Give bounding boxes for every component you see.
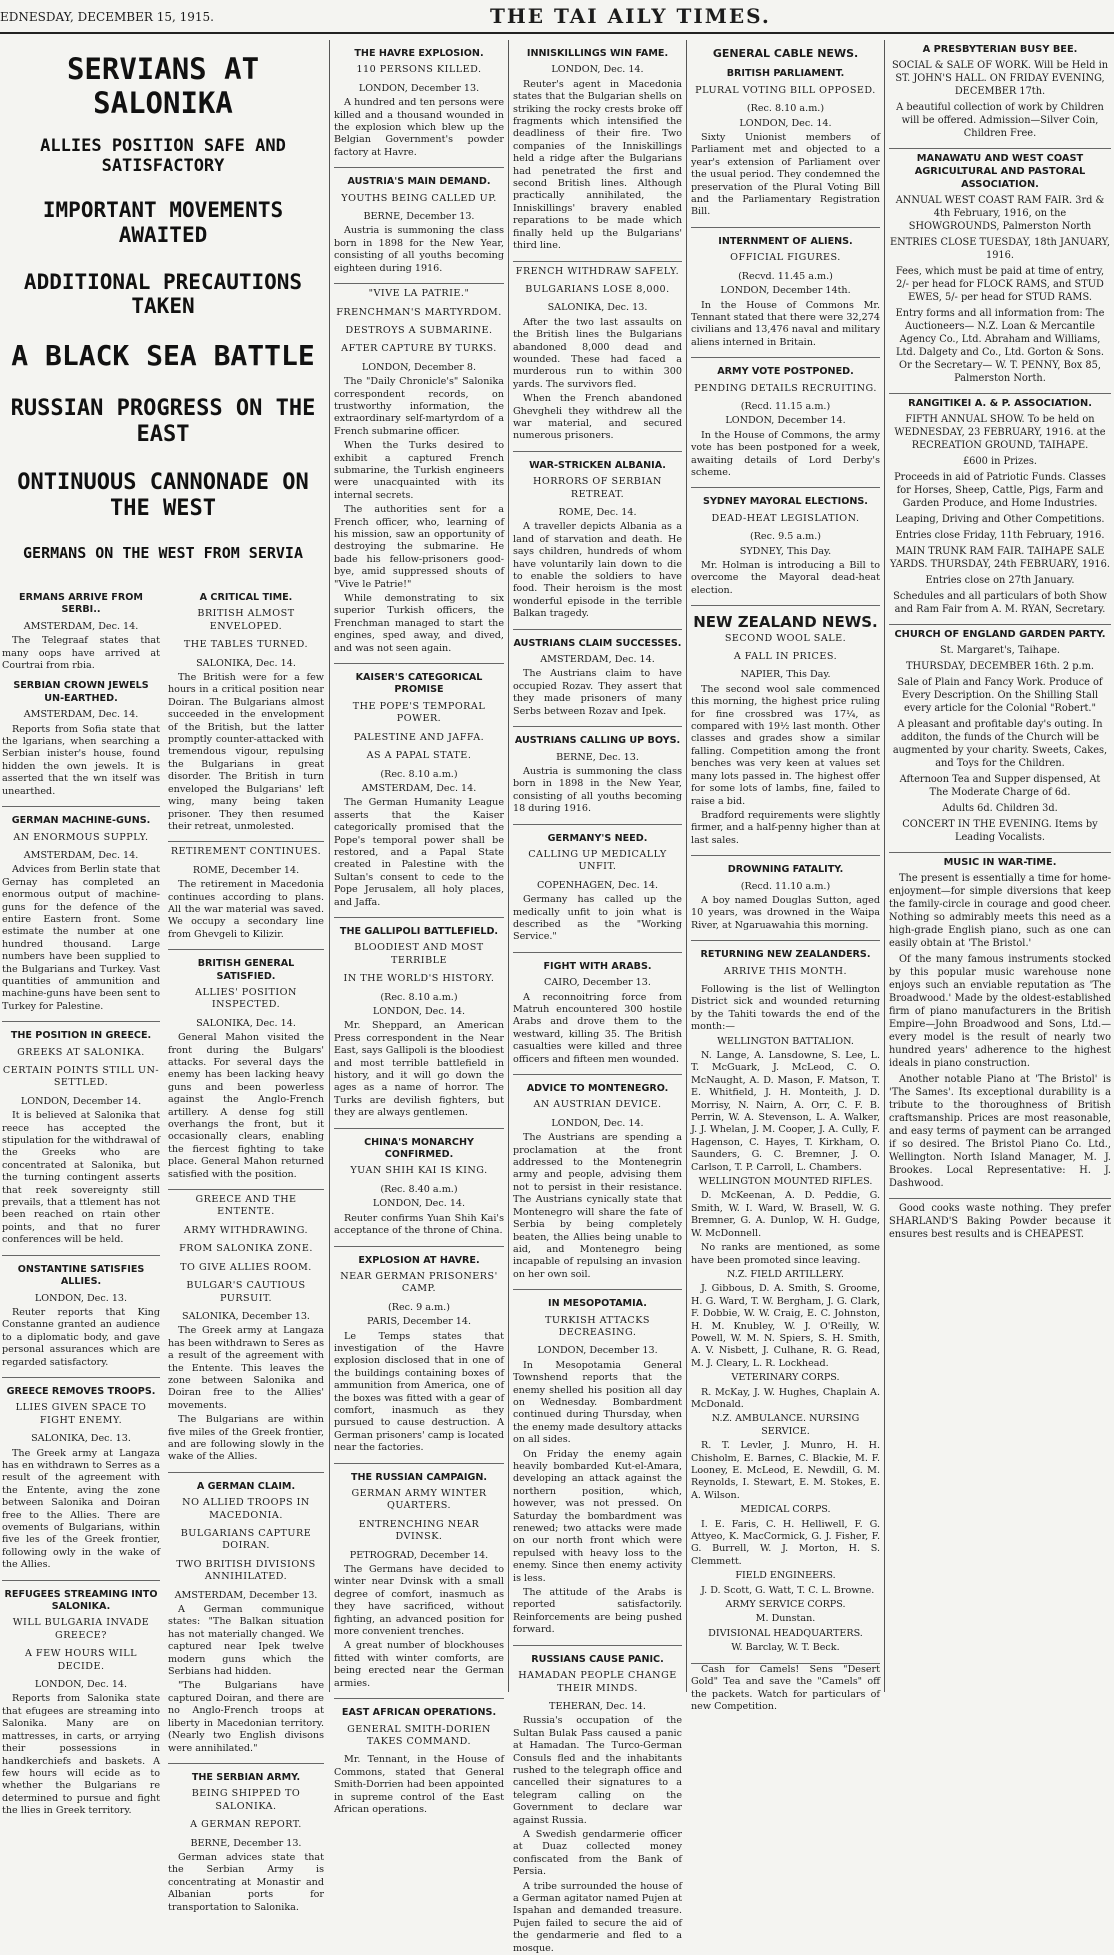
received-time: (Rec. 8.40 a.m.)	[380, 1183, 458, 1195]
divider	[168, 949, 324, 950]
divider	[513, 1645, 682, 1646]
ad-heading: MUSIC IN WAR-TIME.	[943, 857, 1057, 868]
article-body: No ranks are mentioned, as some have been promoted since leaving.	[691, 1242, 880, 1266]
ad-heading: RANGITIKEI A. & P. ASSOCIATION.	[908, 398, 1092, 409]
unit-heading: DIVISIONAL HEADQUARTERS.	[708, 1627, 863, 1639]
name-list: W. Barclay, W. T. Beck.	[731, 1642, 840, 1654]
column-general-cable	[691, 40, 880, 1712]
dateline: SALONIKA, Dec. 14.	[196, 657, 296, 669]
divider	[513, 824, 682, 825]
article-body: In Mesopotamia General Townshend reports that the enemy shelled his position all day on Wednesday. Bombardment continued during Thursday, when the enemy made desultory attacks on all sides.	[513, 1359, 682, 1446]
deck-headline: ADDITIONAL PRECAUTIONS TAKEN	[23, 270, 303, 318]
ad-manawatu	[889, 152, 1111, 385]
article-body: The Telegraaf states that many oops have arrived at Courtrai from rbia.	[2, 635, 160, 672]
article-subhead: BULGAR'S CAUTIOUS PURSUIT.	[186, 1280, 306, 1304]
article-title: THE GALLIPOLI BATTLEFIELD.	[339, 925, 499, 937]
article-subhead: BLOODIEST AND MOST TERRIBLE	[354, 942, 484, 966]
ad-rangitikei	[889, 397, 1111, 616]
article-title: ARMY VOTE POSTPONED.	[717, 366, 854, 378]
received-time: (Recd. 11.10 a.m.)	[740, 880, 831, 892]
ad-heading: A PRESBYTERIAN BUSY BEE.	[922, 44, 1078, 55]
article-subhead: LLIES GIVEN SPACE TO FIGHT ENEMY.	[15, 1402, 147, 1426]
article-body: The Greek army at Langaza has been withdrawn to Seres as a result of the agreement with the Entente. This leaves the zone between Salonika and Doiran free to the Allies' movements.	[168, 1325, 324, 1411]
name-list: R. McKay, J. W. Hughes, Chaplain A. McDonald.	[691, 1386, 880, 1410]
ad-text: Schedules and all particulars of both Show and Ram Fair from A. M. RYAN, Secretary.	[893, 591, 1107, 615]
article-title: INTERNMENT OF ALIENS.	[718, 235, 853, 247]
divider	[691, 855, 880, 856]
divider	[168, 1763, 324, 1764]
article-subhead: PALESTINE AND JAFFA.	[353, 731, 485, 743]
article-title: GREECE REMOVES TROOPS.	[6, 1385, 156, 1397]
divider	[889, 852, 1111, 853]
dateline: AMSTERDAM, Dec. 14.	[23, 709, 139, 721]
ad-text: CONCERT IN THE EVENING. Items by Leading Vocalists.	[902, 819, 1098, 843]
article-body: Russia's occupation of the Sultan Bulak Pass caused a panic at Hamadan. The Turco-German Consuls fled and the inhabitants rushed to the telegraph office and cancelled their signatures to a telegram calling on the Government to declare war against Russia.	[513, 1715, 682, 1826]
divider	[691, 357, 880, 358]
article-title: BRITISH GENERAL SATISFIED.	[197, 958, 295, 982]
article-title: THE SERBIAN ARMY.	[191, 1771, 301, 1783]
article-title: AUSTRIANS CALLING UP BOYS.	[514, 735, 681, 747]
column-cables	[334, 40, 504, 1815]
article-subhead: BULGARIANS LOSE 8,000.	[525, 283, 670, 295]
ad-text: Leaping, Driving and Other Competitions.	[895, 514, 1105, 525]
divider	[2, 1255, 160, 1256]
article-body: The retirement in Macedonia continues according to plans. All the war material was saved. We occupy a secondary line from Ghevgeli to Kilizir.	[168, 879, 324, 940]
masthead-title: THE TAI AILY TIMES.	[490, 4, 771, 28]
ad-text: THURSDAY, DECEMBER 16th. 2 p.m.	[906, 661, 1094, 672]
dateline: SALONIKA, Dec. 13.	[31, 1433, 131, 1445]
article-title: DROWNING FATALITY.	[727, 864, 844, 876]
divider	[334, 1698, 504, 1699]
deck-headline: GERMANS ON THE WEST FROM SERVIA	[23, 544, 303, 562]
dateline: SYDNEY, This Day.	[739, 545, 832, 557]
ad-text: Sale of Plain and Fancy Work. Produce of Every Description. On the Shilling Stall every article for the Colonial "Robert."	[897, 677, 1103, 714]
ad-heading: MANAWATU AND WEST COAST AGRICULTURAL AND PASTORAL ASSOCIATION.	[914, 153, 1086, 190]
subcolumns	[2, 584, 324, 1916]
dateline: LONDON, Dec. 14.	[372, 1198, 466, 1210]
article-body: The British were for a few hours in a critical position near Doiran. The Bulgarians almost succeeded in the envelopment of the British, but the latter promptly counter-attacked with tremendous vigour, repulsing the Bulgarians in great disorder. The British in turn enveloped the Bulgarians' left wing, many being taken prisoner. They then resumed their retreat, unmolested.	[168, 672, 324, 832]
article-subhead: 110 PERSONS KILLED.	[356, 64, 482, 76]
article-title: FRENCH WITHDRAW SAFELY.	[515, 265, 680, 277]
advertisement-snippet: Cash for Camels! Sens "Desert Gold" Tea and save the "Camels" off the packets. Watch for particulars of new Competition.	[691, 1663, 880, 1712]
ad-text: Of the many famous instruments stocked by this popular music warehouse none enjoys such an enviable reputation as 'The Broadwood.' Made by the oldest-established firm of piano manufacturers in the British Empire—John Broadwood and Sons, Ltd.—every model is the result of nearly two hundred years' adherence to the highest ideals in piano construction.	[889, 954, 1111, 1069]
article-body: "The Bulgarians have captured Doiran, and there are no Anglo-French troops at liberty in Macedonian territory. (Nearly two English divisons were annihilated."	[168, 1680, 324, 1754]
dateline: LONDON, December 13.	[537, 1345, 658, 1357]
article-body: While demonstrating to six superior Turkish officers, the Frenchman managed to start the engines, sped away, and dived, and was not seen again.	[334, 593, 504, 654]
article-subhead: AN AUSTRIAN DEVICE.	[533, 1099, 662, 1111]
article-body: The Austrians claim to have occupied Rozav. They assert that they made prisoners of many Serbs between Rozav and Ipek.	[513, 668, 682, 717]
masthead-bar	[0, 0, 1114, 34]
dateline: LONDON, Dec. 13.	[34, 1292, 128, 1304]
unit-heading: N.Z. AMBULANCE. NURSING SERVICE.	[711, 1413, 860, 1437]
article-subhead: GENERAL SMITH-DORIEN TAKES COMMAND.	[347, 1723, 491, 1747]
article-body: German advices state that the Serbian Army is concentrating at Monastir and Albanian ports for transportation to Salonika.	[168, 1851, 324, 1913]
article-body: Germany has called up the medically unfit to join what is described as the "Working Service."	[513, 894, 682, 943]
ad-text: Entries close Friday, 11th February, 1916.	[895, 530, 1105, 541]
unit-heading: WELLINGTON MOUNTED RIFLES.	[698, 1176, 873, 1188]
column-war-news	[2, 40, 324, 1913]
deck-headline: IMPORTANT MOVEMENTS AWAITED	[42, 198, 284, 247]
column-rule	[884, 40, 885, 1692]
dateline: PARIS, December 14.	[366, 1316, 472, 1328]
article-body: When the Turks desired to exhibit a captured French submarine, the Turkish engineers were unacquainted with its internal secrets.	[334, 440, 504, 501]
column-balkans	[513, 40, 682, 1954]
divider	[2, 1021, 160, 1022]
dateline: SALONIKA, Dec. 14.	[196, 1017, 296, 1029]
name-list: M. Dunstan.	[755, 1613, 816, 1625]
article-body: Following is the list of Wellington District sick and wounded returning by the Tahiti towards the end of the month:—	[691, 983, 880, 1033]
divider	[513, 261, 682, 262]
article-title: KAISER'S CATEGORICAL PROMISE	[355, 672, 483, 696]
article-subhead: YUAN SHIH KAI IS KING.	[350, 1165, 488, 1177]
article-subhead: NO ALLIED TROOPS IN MACEDONIA.	[182, 1497, 310, 1521]
article-body: A hundred and ten persons were killed and a thousand wounded in the explosion which blew up the Belgian Government's powder factory at Havre.	[334, 97, 504, 158]
divider	[2, 1377, 160, 1378]
divider	[168, 1189, 324, 1190]
divider	[2, 1580, 160, 1581]
article-subhead: BRITISH ALMOST ENVELOPED.	[197, 608, 295, 632]
deck-headline: ONTINUOUS CANNONADE ON THE WEST	[17, 470, 309, 521]
article-body: The German Humanity League asserts that the Kaiser categorically promised that the Pope's temporal power shall be restored, and a Papal State created in Palestine with the Sultan's consent to cede to the Pope Jerusalem, all holy places, and Jaffa.	[334, 797, 504, 908]
article-body: The Bulgarians are within five miles of the Greek frontier, and are following slowly in the wake of the Allies.	[168, 1414, 324, 1463]
received-time: (Rec. 8.10 a.m.)	[380, 768, 458, 780]
name-list: J. Gibbous, D. A. Smith, S. Groome, H. G. Ward, T. W. Bergham, J. G. Clark, F. Dobbie, W. W. Craig, E. C. Johnston, H. M. Knubley, W. J. O'Reilly, W. Powell, W. M. N. Spiers, S. H. Smith, A. V. Nisbett, J. Culhane, R. G. Read, M. J. Cleary, L. R. Lockhead.	[691, 1283, 880, 1369]
dateline: AMSTERDAM, December 13.	[174, 1589, 318, 1601]
dateline: LONDON, Dec. 14.	[551, 64, 644, 76]
article-subhead: FROM SALONIKA ZONE.	[179, 1243, 313, 1255]
received-time: (Rec. 8.10 a.m.)	[380, 991, 458, 1003]
article-title: SECOND WOOL SALE.	[724, 632, 847, 644]
article-title: EXPLOSION AT HAVRE.	[358, 1254, 480, 1266]
divider	[168, 841, 324, 842]
unit-heading: MEDICAL CORPS.	[740, 1504, 831, 1516]
article-body: On Friday the enemy again heavily bombarded Kut-el-Amara, developing an attack against the northern position, which, however, was not pressed. On Saturday the bombardment was renewed; two attacks were made on our north front which were repulsed with heavy loss to the enemy. Since then enemy activity is less.	[513, 1448, 682, 1584]
dateline: SALONIKA, Dec. 13.	[547, 302, 648, 314]
ad-text: A pleasant and profitable day's outing. In additon, the funds of the Church will be augmented by your charity. Sweets, Cakes, and Toys for the Children.	[892, 719, 1108, 769]
article-body: The "Daily Chronicle's" Salonika correspondent records, on trustworthy information, the extraordinary self-martyrdom of a French submarine officer.	[334, 376, 504, 437]
name-list: D. McKeenan, A. D. Peddie, G. Smith, W. I. Ward, W. Brasell, W. G. Bremner, G. A. Dunlop, W. H. Gudge, W. McDonnell.	[691, 1190, 880, 1239]
article-title: FIGHT WITH ARABS.	[543, 960, 652, 972]
article-subhead: WILL BULGARIA INVADE GREECE?	[12, 1617, 150, 1641]
article-body: Reports from Salonika state that efugees are streaming into Salonika. Many are on mattresses, in carts, or arrying their possessions in handkerchiefs and baskets. A few hours will ecide as to whether the Bulgarians re determined to pursue and fight the llies in Greek territory.	[2, 1693, 160, 1817]
ad-baking-powder: Good cooks waste nothing. They prefer SHARLAND'S Baking Powder because it ensures best results and is CHEAPEST.	[889, 1203, 1111, 1240]
article-body: Sixty Unionist members of Parliament met and objected to a year's extension of Parliament over the usual period. They condemned the preservation of the Plural Voting Bill and the Parliamentary Registration Bill.	[691, 132, 880, 218]
article-title: GREECE AND THE ENTENTE.	[195, 1194, 297, 1218]
column-rule	[508, 40, 509, 1692]
deck-headline: A BLACK SEA BATTLE	[11, 339, 315, 372]
ad-text: £600 in Prizes.	[962, 456, 1038, 467]
dateline: COPENHAGEN, Dec. 14.	[537, 879, 658, 891]
divider	[889, 393, 1111, 394]
article-title: BRITISH PARLIAMENT.	[726, 68, 845, 80]
dateline: BERNE, December 13.	[363, 211, 475, 223]
divider	[334, 917, 504, 918]
received-time: (Rec. 9.5 a.m.)	[749, 531, 822, 543]
ad-heading: CHURCH OF ENGLAND GARDEN PARTY.	[894, 629, 1106, 640]
ad-presbyterian	[889, 43, 1111, 140]
article-body: Reports from Sofia state that the lgarians, when searching a Serbian inister's house, found hidden the own jewels. It is asserted that the wn itself was unearthed.	[2, 723, 160, 797]
article-subhead: A FALL IN PRICES.	[733, 651, 838, 663]
issue-date: EDNESDAY, DECEMBER 15, 1915.	[0, 10, 214, 24]
ad-text: A beautiful collection of work by Children will be offered. Admission—Silver Coin, Children Free.	[896, 102, 1104, 139]
dateline: NAPIER, This Day.	[740, 669, 831, 681]
received-time: (Rec. 9 a.m.)	[388, 1301, 450, 1313]
divider	[513, 451, 682, 452]
article-subhead: A GERMAN REPORT.	[190, 1819, 302, 1831]
article-body: In the House of Commons, the army vote has been postponed for a week, awaiting details of Lord Derby's scheme.	[691, 429, 880, 478]
article-body: After the two last assaults on the British lines the Bulgarians abandoned 8,000 dead and wounded. These had faced a murderous run to within 300 yards. The survivors fled.	[513, 316, 682, 390]
article-body: The second wool sale commenced this morning, the highest price ruling for fine crossbred was 17¼, as compared with 19½ last month. Other classes and grades show a similar falling. Competition among the front benches was very keen at values set many lots passed in. The highest offer for some lots of lambs, fine, failed to raise a bid.	[691, 683, 880, 807]
unit-heading: FIELD ENGINEERS.	[735, 1570, 836, 1582]
dateline: LONDON, December 8.	[361, 361, 477, 373]
divider	[334, 167, 504, 168]
ad-text: Entry forms and all information from: The Auctioneers— N.Z. Loan & Mercantile Agency Co., Ltd. Abraham and Williams, Ltd. Dalgety and Co., Ltd. Gorton & Sons. Or the Secretary— W. T. PENNY, Box 85, Palmerston North.	[895, 308, 1105, 384]
article-title: WAR-STRICKEN ALBANIA.	[529, 459, 666, 471]
article-body: A traveller depicts Albania as a land of starvation and death. He says children, hundreds of whom have voluntarily lain down to die to enable the soldiers to have food. Their heroism is the most wonderful episode in the terrible Balkan tragedy.	[513, 521, 682, 620]
divider	[168, 1472, 324, 1473]
deck-headline: ALLIES POSITION SAFE AND SATISFACTORY	[40, 136, 286, 176]
article-title: IN MESOPOTAMIA.	[548, 1298, 647, 1310]
article-body: A German communique states: "The Balkan situation has not materially changed. We captured near Ipek twelve modern guns which the Serbians had hidden.	[168, 1604, 324, 1678]
article-title: SYDNEY MAYORAL ELECTIONS.	[703, 496, 868, 508]
divider	[889, 148, 1111, 149]
article-body: Austria is summoning the class born in 1898 in the New Year, consisting of all youths becoming 18 during 1916.	[513, 765, 682, 815]
divider	[691, 487, 880, 488]
article-title: THE RUSSIAN CAMPAIGN.	[350, 1471, 488, 1483]
divider	[513, 952, 682, 953]
article-subhead: GERMAN ARMY WINTER QUARTERS.	[351, 1488, 487, 1512]
article-subhead: NEAR GERMAN PRISONERS' CAMP.	[340, 1270, 498, 1295]
article-body: The Greek army at Langaza has en withdrawn to Serres as a result of the agreement with the Entente, aving the zone between Salonika and Doiran free to the Allies. There are ovements of Bulgarians, within five les of the Greek frontier, following owly in the wake of the Allies.	[2, 1447, 160, 1571]
column-rule	[329, 40, 330, 1692]
article-title: ERMANS ARRIVE FROM SERBI..	[19, 592, 143, 616]
name-list: I. E. Faris, C. H. Helliwell, F. G. Attyeo, K. MacCormick, G. J. Fisher, F. G. Burrell, W. J. Morton, H. S. Clemmett.	[691, 1518, 880, 1567]
dateline: AMSTERDAM, Dec. 14.	[23, 849, 139, 861]
article-subhead: TO GIVE ALLIES ROOM.	[180, 1261, 312, 1273]
dateline: ROME, December 14.	[192, 864, 300, 876]
ad-garden-party	[889, 628, 1111, 844]
article-body: Austria is summoning the class born in 1898 for the New Year, consisting of all youths becoming eighteen during 1916.	[334, 225, 504, 274]
unit-heading: ARMY SERVICE CORPS.	[725, 1599, 846, 1611]
divider	[334, 283, 504, 284]
divider	[334, 1128, 504, 1129]
article-subhead: A FEW HOURS WILL DECIDE.	[24, 1648, 138, 1672]
article-body: A boy named Douglas Sutton, aged 10 years, was drowned in the Waipa River, at Ngaruawahia this morning.	[691, 894, 880, 931]
article-title: ONSTANTINE SATISFIES ALLIES.	[17, 1263, 145, 1288]
article-title: RETURNING NEW ZEALANDERS.	[700, 949, 871, 961]
article-subhead: FRENCHMAN'S MARTYRDOM.	[336, 306, 502, 318]
article-body: The authorities sent for a French officer, who, learning of his mission, saw an opportunity of destroying the submarine. He bade his fellow-prisoners good-bye, amid suppressed shouts of "Vive le Patrie!"	[334, 504, 504, 590]
dateline: LONDON, December 13.	[358, 82, 480, 94]
divider	[691, 605, 880, 606]
ad-text: Adults 6d. Children 3d.	[942, 803, 1058, 814]
dateline: LONDON, December 14.	[725, 415, 846, 427]
article-title: GERMAN MACHINE-GUNS.	[11, 815, 151, 827]
divider	[513, 1074, 682, 1075]
article-subhead: AN ENORMOUS SUPPLY.	[13, 831, 149, 843]
article-body: Mr. Sheppard, an American Press correspondent in the Near East, says Gallipoli is the bloodiest and most terrible battlefield in history, and it will go down the ages as a name of horror. The Turks are devilish fighters, but they are always gentlemen.	[334, 1020, 504, 1119]
section-title-nz-news: NEW ZEALAND NEWS.	[693, 613, 878, 632]
article-body: The Germans have decided to winter near Dvinsk with a small degree of comfort, inasmuch as they have sacrificed, without fighting, an advanced position for more convenient trenches.	[334, 1564, 504, 1638]
column-rule	[686, 40, 687, 1692]
dateline: ROME, Dec. 14.	[558, 507, 637, 518]
dateline: PETROGRAD, December 14.	[349, 1549, 489, 1561]
article-subhead: GREEKS AT SALONIKA.	[17, 1046, 145, 1058]
unit-heading: N.Z. FIELD ARTILLERY.	[727, 1268, 844, 1280]
article-subhead: BULGARIANS CAPTURE DOIRAN.	[180, 1528, 312, 1552]
article-body: It is believed at Salonika that reece has accepted the stipulation for the withdrawal of the Greeks who are concentrated at Salonika, but the turning contingent asserts that reek sovereignty still prevails, that a ttlement has not been reached on rtain other points, and that no furer conferences will be held.	[2, 1110, 160, 1246]
article-body: The attitude of the Arabs is reported satisfactorily. Reinforcements are being pushed forward.	[513, 1587, 682, 1636]
ad-text: FIFTH ANNUAL SHOW. To be held on WEDNESDAY, 23 FEBRUARY, 1916. at the RECREATION GROUND, TAIHAPE.	[894, 414, 1106, 451]
ad-text: The present is essentially a time for home-enjoyment—for simple diversions that keep the family-circle in courage and good cheer. Nothing so admirably meets this need as a high-grade English piano, such as one can easily obtain at 'The Bristol.'	[889, 873, 1111, 949]
article-title: "VIVE LA PATRIE."	[368, 288, 470, 300]
article-subhead: ENTRENCHING NEAR DVINSK.	[358, 1518, 480, 1543]
article-subhead: CERTAIN POINTS STILL UN-SETTLED.	[2, 1065, 160, 1089]
divider	[889, 624, 1111, 625]
ad-text: Fees, which must be paid at time of entry, 2/- per head for FLOCK RAMS, and STUD EWES, 5/- per head for STUD RAMS.	[895, 266, 1105, 303]
divider	[513, 1289, 682, 1290]
article-subhead: HORRORS OF SERBIAN RETREAT.	[533, 476, 662, 500]
article-body: A Swedish gendarmerie officer at Duaz collected money confiscated from the Bank of Persia.	[513, 1828, 682, 1878]
divider	[334, 1246, 504, 1247]
ad-text: Proceeds in aid of Patriotic Funds. Classes for Horses, Sheep, Cattle, Pigs, Farm and Garden Produce, and Home Industries.	[894, 472, 1106, 509]
article-body: Reuter reports that King Constanne granted an audience to a diplomatic body, and gave personal assurances which are regarded satisfactory.	[2, 1306, 160, 1368]
column-advertisements	[889, 40, 1111, 1690]
article-subhead: AFTER CAPTURE BY TURKS.	[341, 343, 497, 355]
article-title: A CRITICAL TIME.	[199, 592, 293, 603]
article-body: Mr. Holman is introducing a Bill to overcome the Mayoral dead-heat election.	[691, 560, 880, 596]
dateline: LONDON, Dec. 14.	[551, 1117, 644, 1129]
divider	[691, 227, 880, 228]
ad-text: MAIN TRUNK RAM FAIR. TAIHAPE SALE YARDS. THURSDAY, 24th FEBRUARY, 1916.	[890, 546, 1110, 570]
article-title: GERMANY'S NEED.	[547, 832, 648, 844]
ad-text: Another notable Piano at 'The Bristol' is 'The Sames'. Its exceptional durability is a tribute to the thoroughness of British craftsmanship. Prices are most reasonable, and easy terms of payment can be arranged if so desired. The Bristol Piano Co. Ltd., Wellington. North Island Manager, M. J. Brookes. Local Representative: H. J. Dashwood.	[889, 1074, 1111, 1189]
article-title: THE POSITION IN GREECE.	[10, 1030, 152, 1042]
received-time: (Recd. 11.15 a.m.)	[740, 400, 831, 412]
article-subhead: ALLIES' POSITION INSPECTED.	[195, 986, 297, 1011]
divider	[334, 1463, 504, 1464]
article-title: RUSSIANS CAUSE PANIC.	[531, 1653, 664, 1665]
dateline: LONDON, Dec. 14.	[372, 1006, 466, 1017]
article-subhead: OFFICIAL FIGURES.	[730, 252, 841, 264]
article-subhead: IN THE WORLD'S HISTORY.	[343, 973, 495, 985]
dateline: BERNE, December 13.	[190, 1837, 302, 1849]
article-body: A great number of blockhouses fitted with winter comforts, are being erected near the German armies.	[334, 1640, 504, 1689]
article-body: Bradford requirements were slightly firmer, and a half-penny higher than at last sales.	[691, 809, 880, 846]
unit-heading: VETERINARY CORPS.	[731, 1372, 840, 1384]
name-list: R. T. Levler, J. Munro, H. H. Chisholm, E. Barnes, C. Blackie, M. F. Looney, E. McLeod, E. Newdill, G. M. Reynolds, I. Stewart, E. M. Stokes, E. A. Wilson.	[691, 1440, 880, 1501]
article-body: Reuter's agent in Macedonia states that the Bulgarian shells on striking the rocky crests broke off fragments which intensified the deadliness of their fire. Two companies of the Inniskillings held a ridge after the Bulgarians had penetrated the first and second British lines. Although practically annihilated, the Inniskillings' bravery enabled reparations to be made which finally held up the Bulgarians' third line.	[513, 78, 682, 252]
divider	[2, 806, 160, 807]
article-title: AUSTRIANS CLAIM SUCCESSES.	[513, 637, 682, 649]
article-title: RETIREMENT CONTINUES.	[170, 846, 322, 858]
article-title: A GERMAN CLAIM.	[196, 1480, 296, 1492]
article-title: CHINA'S MONARCHY CONFIRMED.	[364, 1136, 474, 1161]
main-headline: SERVIANS AT SALONIKA	[66, 52, 260, 120]
article-title: EAST AFRICAN OPERATIONS.	[341, 1707, 497, 1719]
dateline: AMSTERDAM, Dec. 14.	[540, 654, 655, 666]
article-subhead: HAMADAN PEOPLE CHANGE THEIR MINDS.	[518, 1670, 677, 1694]
article-body: When the French abandoned Ghevgheli they withdrew all the war material, and secured numerous prisoners.	[513, 393, 682, 442]
article-body: The Austrians are spending a proclamation at the front addressed to the Montenegrin army and people, advising them not to persist in their resistance. The Austrians cynically state that Montenegro will share the fate of Serbia by being completely beaten, the Allies being unable to aid, and Montenegro being incapable of repulsing an invasion on her own soil.	[513, 1132, 682, 1280]
article-body: Reuter confirms Yuan Shih Kai's acceptance of the throne of China.	[334, 1212, 504, 1237]
article-subhead: THE TABLES TURNED.	[183, 639, 309, 651]
dateline: LONDON, December 14.	[20, 1095, 142, 1107]
dateline: AMSTERDAM, Dec. 14.	[361, 782, 477, 794]
article-subhead: THE POPE'S TEMPORAL POWER.	[352, 700, 486, 725]
divider	[513, 629, 682, 630]
name-list: J. D. Scott, G. Watt, T. C. L. Browne.	[701, 1584, 875, 1596]
dateline: CAIRO, December 13.	[544, 977, 651, 989]
dateline: LONDON, Dec. 14.	[34, 1679, 128, 1691]
article-subhead: BEING SHIPPED TO SALONIKA.	[191, 1788, 301, 1812]
divider	[691, 940, 880, 941]
unit-heading: WELLINGTON BATTALION.	[717, 1035, 854, 1047]
article-subhead: PENDING DETAILS RECRUITING.	[694, 382, 877, 394]
article-subhead: ARRIVE THIS MONTH.	[723, 965, 848, 977]
article-subhead: TURKISH ATTACKS DECREASING.	[544, 1314, 650, 1338]
subcolumn-right	[168, 584, 324, 1916]
received-time: (Recvd. 11.45 a.m.)	[738, 270, 833, 282]
article-title: INNISKILLINGS WIN FAME.	[526, 48, 669, 59]
received-time: (Rec. 8.10 a.m.)	[746, 103, 825, 115]
ad-music	[889, 856, 1111, 1190]
article-body: A reconnoitring force from Matruh encountered 300 hostile Arabs and drove them to the westward, killing 35. The British casualties were killed and three officers and fifteen men wounded.	[513, 991, 682, 1065]
dateline: LONDON, December 14th.	[720, 285, 851, 297]
dateline: SALONIKA, December 13.	[182, 1310, 310, 1322]
ad-text: ENTRIES CLOSE TUESDAY, 18th JANUARY, 1916.	[890, 237, 1110, 261]
dateline: BERNE, Dec. 13.	[556, 751, 639, 763]
article-body: General Mahon visited the front during the Bulgars' attacks. For several days the enemy has been lacking heavy guns and been powerless against the Anglo-French artillery. A dense fog still overhangs the front, but it occasionally clears, enabling the fiercest fighting to take place. General Mahon returned satisfied with the position.	[168, 1032, 324, 1180]
dateline: LONDON, Dec. 14.	[739, 117, 832, 129]
article-subhead: TWO BRITISH DIVISIONS ANNIHILATED.	[176, 1558, 316, 1583]
ad-text: St. Margaret's, Taihape.	[940, 645, 1060, 656]
divider	[889, 1198, 1111, 1199]
subcolumn-left	[2, 584, 160, 1916]
ad-text: SOCIAL & SALE OF WORK. Will be Held in ST. JOHN'S HALL. ON FRIDAY EVENING, DECEMBER 17th.	[891, 60, 1109, 97]
article-body: Advices from Berlin state that Gernay has completed an enormous output of machine-guns for the defence of the entire Eastern front. Some estimate the number at one hundred thousand. Large numbers have been supplied to the Bulgarians and Turkey. Vast quantities of ammunition and machine-guns have been sent to Turkey for Palestine.	[2, 864, 160, 1012]
dateline: TEHERAN, Dec. 14.	[549, 1700, 646, 1712]
article-title: THE HAVRE EXPLOSION.	[354, 48, 484, 59]
divider	[334, 663, 504, 664]
name-list: N. Lange, A. Lansdowne, S. Lee, L. T. McGuark, J. McLeod, C. O. McNaught, A. D. Mason, F. Matson, T. E. Whitfield, J. H. Monteith, J. D. Morrisy, N. Nairn, A. Orr, C. F. B. Perrin, W. A. Stevenson, L. A. Walker, J. J. Whelan, J. M. Cooper, J. A. Cully, F. Hagenson, C. Hayes, T. Kirkham, O. Saunders, G. C. Bremner, J. O. Carlson, T. P. Carroll, L. Chambers.	[691, 1050, 880, 1173]
article-subhead: CALLING UP MEDICALLY UNFIT.	[528, 848, 667, 873]
article-body: In the House of Commons Mr. Tennant stated that there were 32,274 civilians and 13,476 naval and military aliens interned in Britain.	[691, 299, 880, 348]
ad-text: ANNUAL WEST COAST RAM FAIR. 3rd & 4th February, 1916, on the SHOWGROUNDS, Palmerston North	[895, 195, 1105, 232]
article-subhead: AS A PAPAL STATE.	[366, 750, 472, 762]
article-subhead: PLURAL VOTING BILL OPPOSED.	[695, 84, 876, 96]
article-body: Mr. Tennant, in the House of Commons, stated that General Smith-Dorrien had been appointed in supreme control of the East African operations.	[334, 1754, 504, 1815]
section-title: GENERAL CABLE NEWS.	[712, 47, 859, 60]
article-subhead: DEAD-HEAT LEGISLATION.	[711, 512, 860, 524]
article-title: AUSTRIA'S MAIN DEMAND.	[347, 176, 491, 188]
dateline: AMSTERDAM, Dec. 14.	[23, 620, 139, 632]
ad-text: Afternoon Tea and Supper dispensed, At The Moderate Charge of 6d.	[899, 774, 1101, 798]
deck-headline: RUSSIAN PROGRESS ON THE EAST	[10, 396, 316, 447]
divider	[513, 726, 682, 727]
article-subhead: DESTROYS A SUBMARINE.	[345, 324, 493, 336]
article-title: REFUGEES STREAMING INTO SALONIKA.	[4, 1588, 158, 1613]
article-subhead: ARMY WITHDRAWING.	[183, 1224, 309, 1236]
article-subhead: YOUTHS BEING CALLED UP.	[341, 192, 497, 204]
article-body: Le Temps states that investigation of the Havre explosion disclosed that in one of the buildings containing boxes of ammunition from America, one of the boxes was fitted with a gear of comfort, inasmuch as they pursued to cause destruction. A German prisoners' camp is located near the factories.	[334, 1330, 504, 1454]
article-title: SERBIAN CROWN JEWELS UN-EARTHED.	[13, 680, 149, 704]
article-body: A tribe surrounded the house of a German agitator named Pujen at Ispahan and demanded treasure. Pujen failed to secure the aid of the gendarmerie and fled to a mosque.	[513, 1880, 682, 1954]
ad-text: Entries close on 27th January.	[925, 575, 1075, 586]
article-title: ADVICE TO MONTENEGRO.	[526, 1083, 669, 1095]
